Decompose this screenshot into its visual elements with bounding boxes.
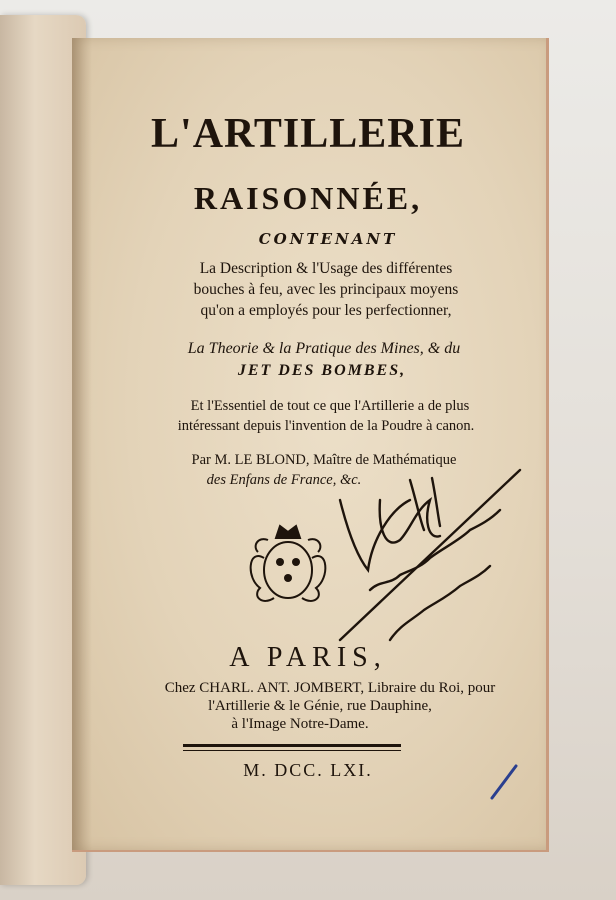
publisher-line-1: Chez CHARL. ANT. JOMBERT, Libraire du Roi, pour bbox=[164, 680, 496, 696]
author-line-1: Par M. LE BLOND, Maître de Mathématique bbox=[191, 452, 457, 468]
imprint-place: A PARIS, bbox=[229, 642, 387, 673]
publisher-line-2: l'Artillerie & le Génie, rue Dauphine, bbox=[208, 698, 432, 714]
pen-mark bbox=[486, 756, 526, 806]
double-rule-thick bbox=[183, 744, 401, 747]
publisher-line-3: à l'Image Notre-Dame. bbox=[231, 716, 369, 732]
author-line-2: des Enfans de France, &c. bbox=[206, 472, 362, 488]
double-rule-thin bbox=[183, 750, 401, 751]
title-line-2: RAISONNÉE, bbox=[193, 180, 423, 216]
description-line-2: bouches à feu, avec les principaux moyens bbox=[193, 281, 459, 298]
essentiel-line-2: intéressant depuis l'invention de la Poudre à canon. bbox=[177, 418, 475, 434]
description-line-3: qu'on a employés pour les perfectionner, bbox=[200, 302, 452, 319]
theory-line-2: JET DES BOMBES, bbox=[237, 362, 407, 379]
theory-line-1: La Theorie & la Pratique des Mines, & du bbox=[187, 340, 461, 357]
handwritten-inscription bbox=[320, 440, 540, 660]
essentiel-line-1: Et l'Essentiel de tout ce que l'Artillerie a de plus bbox=[190, 398, 470, 414]
contenant-label: CONTENANT bbox=[258, 230, 398, 248]
title-line-1: L'ARTILLERIE bbox=[151, 111, 465, 157]
imprint-date: M. DCC. LXI. bbox=[243, 760, 373, 780]
description-line-1: La Description & l'Usage des différentes bbox=[199, 260, 453, 277]
